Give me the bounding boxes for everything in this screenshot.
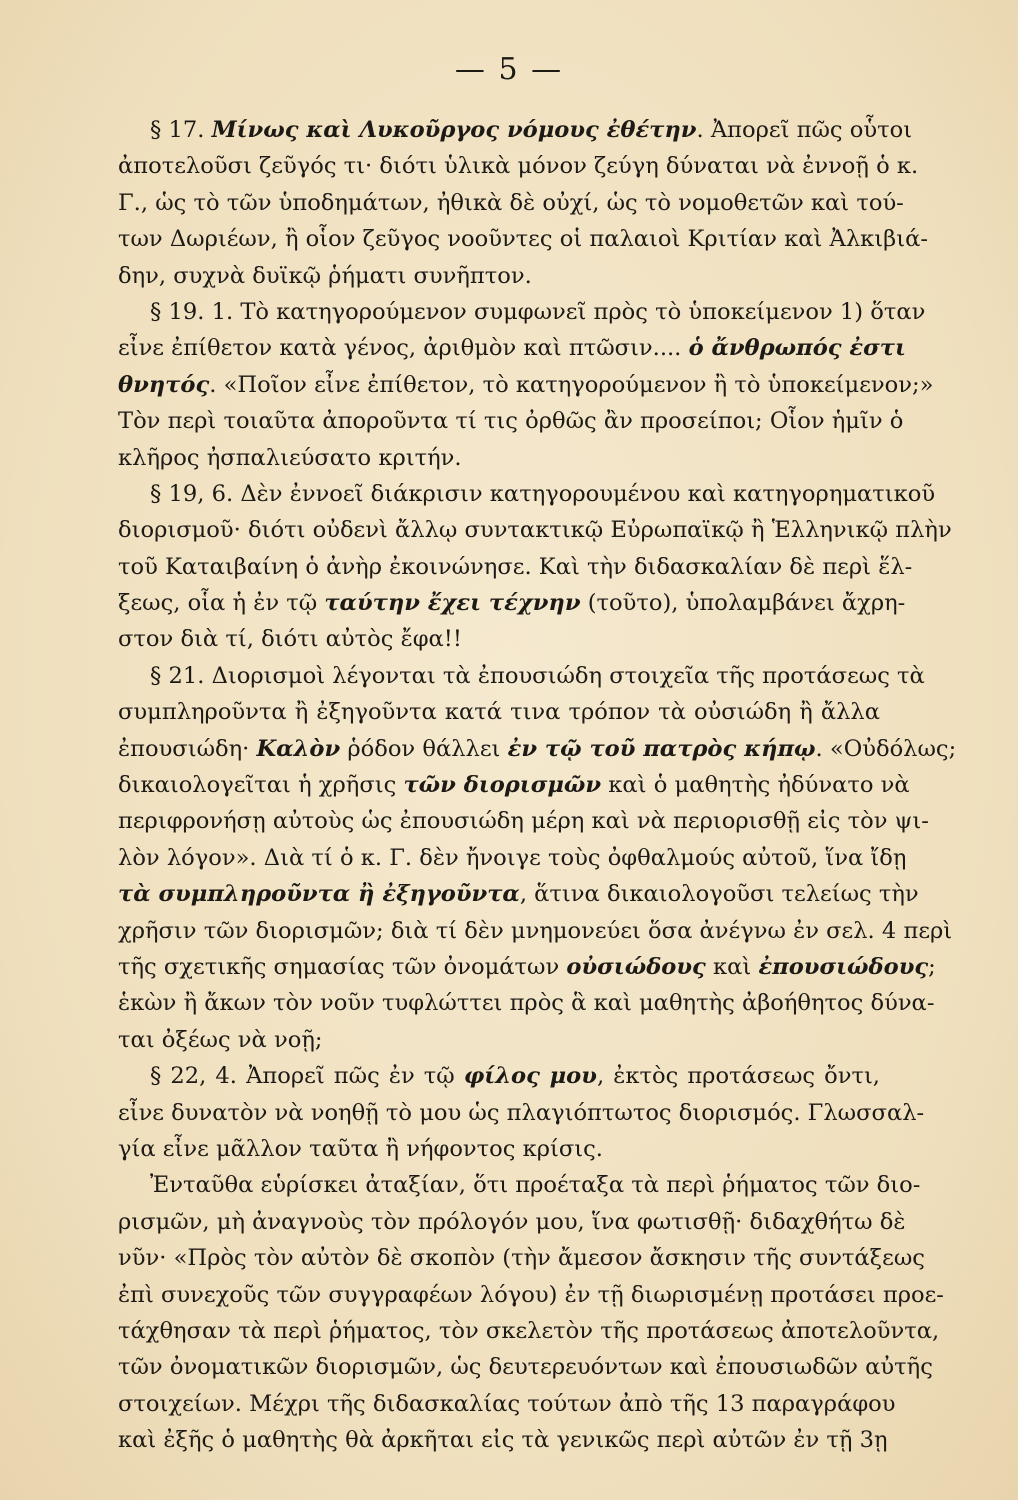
text-line: λὸν λόγον». Διὰ τί ὁ κ. Γ. δὲν ἤνοιγε τοὺς ὀφθαλμούς αὐτοῦ, ἵνα ἴδῃ: [118, 844, 907, 871]
text-line: τοῦ Καταιβαίνη ὁ ἀνὴρ ἐκοινώνησε. Καὶ τὴν διδασκαλίαν δὲ περὶ ἕλ-: [118, 553, 913, 580]
text-line: § 17. Μίνως καὶ Λυκοῦργος νόμους ἐθέτην. Ἀπορεῖ πῶς οὗτοι: [150, 117, 913, 143]
text-line: των Δωριέων, ἢ οἷον ζεῦγος νοοῦντες οἱ παλαιοὶ Κριτίαν καὶ Ἀλκιβιά-: [118, 226, 928, 253]
text-line: περιφρονήσῃ αὐτοὺς ὡς ἐπουσιώδη μέρη καὶ νὰ περιορισθῇ εἰς τὸν ψι-: [118, 808, 929, 835]
text-line: εἶνε ἐπίθετον κατὰ γένος, ἀριθμὸν καὶ πτῶσιν.... ὁ ἄνθρωπός ἐστι: [118, 335, 906, 362]
text-line: Ἐνταῦθα εὑρίσκει ἀταξίαν, ὅτι προέταξα τὰ περὶ ῥήματος τῶν διο-: [150, 1172, 921, 1199]
text-line: τῆς σχετικῆς σημασίας τῶν ὀνομάτων οὐσιώδους καὶ ἐπουσιώδους;: [118, 953, 936, 980]
text-line: γία εἶνε μᾶλλον ταῦτα ἢ νήφοντος κρίσις.: [118, 1135, 603, 1162]
text-line: τῶν ὀνοματικῶν διορισμῶν, ὡς δευτερευόντων καὶ ἐπουσιωδῶν αὐτῆς: [118, 1354, 933, 1381]
text-line: στοιχείων. Μέχρι τῆς διδασκαλίας τούτων ἀπὸ τῆς 13 παραγράφου: [118, 1390, 896, 1417]
body-text: [118, 112, 957, 1458]
text-line: θνητός. «Ποῖον εἶνε ἐπίθετον, τὸ κατηγορούμενον ἢ τὸ ὑποκείμενον;»: [118, 371, 934, 398]
text-line: ἐπὶ συνεχοῦς τῶν συγγραφέων λόγου) ἐν τῇ διωρισμένῃ προτάσει προε-: [118, 1281, 944, 1308]
text-line: Γ., ὡς τὸ τῶν ὑποδημάτων, ἠθικὰ δὲ οὐχί, ὡς τὸ νομοθετῶν καὶ τού-: [118, 189, 904, 216]
text-line: καὶ ἐξῆς ὁ μαθητὴς θὰ ἀρκῆται εἰς τὰ γενικῶς περὶ αὐτῶν ἐν τῇ 3ῃ: [118, 1427, 888, 1454]
text-line: Τὸν περὶ τοιαῦτα ἀποροῦντα τί τις ὀρθῶς ἂν προσείποι; Οἷον ἡμῖν ὁ: [118, 408, 904, 435]
text-line: ξεως, οἷα ἡ ἐν τῷ ταύτην ἔχει τέχνην (τοῦτο), ὑπολαμβάνει ἄχρη-: [118, 590, 906, 617]
text-line: τὰ συμπληροῦντα ἢ ἐξηγοῦντα, ἅτινα δικαιολογοῦσι τελείως τὴν: [118, 881, 919, 908]
text-line: νῦν· «Πρὸς τὸν αὐτὸν δὲ σκοπὸν (τὴν ἄμεσον ἄσκησιν τῆς συντάξεως: [118, 1245, 925, 1272]
text-line: ἐπουσιώδη· Καλὸν ῥόδον θάλλει ἐν τῷ τοῦ πατρὸς κήπῳ. «Οὐδόλως;: [118, 735, 957, 762]
text-line: διορισμοῦ· διότι οὐδενὶ ἄλλῳ συντακτικῷ Εὐρωπαϊκῷ ἢ Ἑλληνικῷ πλὴν: [118, 517, 952, 544]
text-line: § 19. 1. Τὸ κατηγορούμενον συμφωνεῖ πρὸς τὸ ὑποκείμενον 1) ὅταν: [150, 298, 926, 325]
text-line: τάχθησαν τὰ περὶ ῥήματος, τὸν σκελετὸν τῆς προτάσεως ἀποτελοῦντα,: [118, 1317, 940, 1344]
text-line: § 21. Διορισμοὶ λέγονται τὰ ἐπουσιώδη στοιχεῖα τῆς προτάσεως τὰ: [150, 662, 925, 689]
text-line: ἑκὼν ἢ ἄκων τὸν νοῦν τυφλώττει πρὸς ἃ καὶ μαθητὴς ἀβοήθητος δύνα-: [118, 990, 935, 1017]
text-line: ται ὀξέως νὰ νοῇ;: [118, 1026, 323, 1053]
text-line: συμπληροῦντα ἢ ἐξηγοῦντα κατά τινα τρόπον τὰ οὐσιώδη ἢ ἄλλα: [118, 699, 880, 726]
text-line: ἀποτελοῦσι ζεῦγός τι· διότι ὑλικὰ μόνον ζεύγη δύναται νὰ ἐννοῇ ὁ κ.: [118, 153, 919, 180]
text-line: ρισμῶν, μὴ ἀναγνοὺς τὸν πρόλογόν μου, ἵνα φωτισθῇ· διδαχθήτω δὲ: [118, 1208, 906, 1235]
text-line: χρῆσιν τῶν διορισμῶν; διὰ τί δὲν μνημονεύει ὅσα ἀνέγνω ἐν σελ. 4 περὶ: [118, 917, 953, 944]
text-line: δην, συχνὰ δυϊκῷ ῥήματι συνῆπτον.: [118, 262, 532, 289]
text-line: § 19, 6. Δὲν ἐννοεῖ διάκρισιν κατηγορουμένου καὶ κατηγορηματικοῦ: [150, 480, 936, 507]
text-line: εἶνε δυνατὸν νὰ νοηθῇ τὸ μου ὡς πλαγιόπτωτος διορισμός. Γλωσσαλ-: [118, 1099, 925, 1126]
page-number: — 5 —: [454, 52, 564, 87]
text-line: κλῆρος ἠσπαλιεύσατο κριτήν.: [118, 444, 462, 471]
text-line: § 22, 4. Ἀπορεῖ πῶς ἐν τῷ φίλος μου, ἐκτὸς προτάσεως ὄντι,: [150, 1063, 880, 1090]
text-line: στον διὰ τί, διότι αὐτὸς ἔφα!!: [118, 626, 462, 653]
text-line: δικαιολογεῖται ἡ χρῆσις τῶν διορισμῶν καὶ ὁ μαθητὴς ἠδύνατο νὰ: [118, 772, 910, 799]
